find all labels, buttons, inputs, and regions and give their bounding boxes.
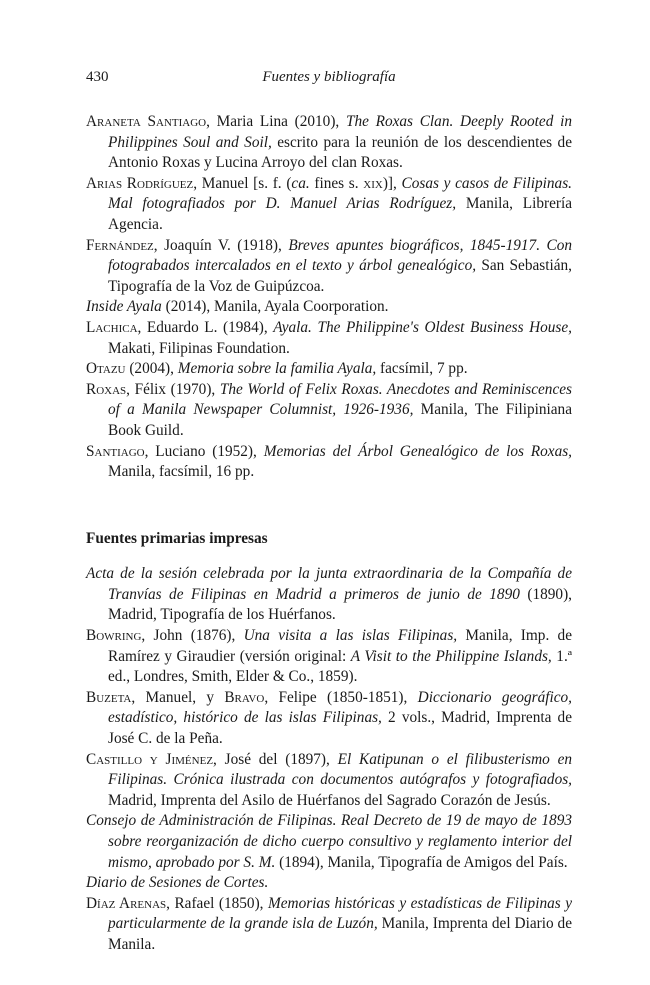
bibliography-entry-diario: Diario de Sesiones de Cortes.: [86, 874, 269, 892]
bibliography-entry-bowring: Bowring, John (1876), Una visita a las islas Filipinas, Manila, Imp. de Ramírez y Giraudier (versión original: A Visit to the Philippine Islands, 1.ª ed., Londres, Smith, Elder & Co., 1859).: [86, 627, 572, 686]
bibliography-entry-lachica: Lachica, Eduardo L. (1984), Ayala. The Philippine's Oldest Business House, Makati, Filipinas Foundation.: [86, 318, 572, 357]
bibliography-entry-acta: Acta de la sesión celebrada por la junta extraordinaria de la Compañía de Tranvías de Filipinas en Madrid a primeros de junio de 1890 (1890), Madrid, Tipografía de los Huérfanos.: [86, 565, 572, 624]
page-header: [86, 66, 572, 88]
bibliography-entry-roxas: Roxas, Félix (1970), The World of Felix Roxas. Anecdotes and Reminiscences of a Manila Newspaper Columnist, 1926-1936, Manila, The Filipiniana Book Guild.: [86, 380, 572, 439]
bibliography-entry-santiago: Santiago, Luciano (1952), Memorias del Árbol Genealógico de los Roxas, Manila, facsímil, 16 pp.: [86, 442, 572, 481]
bibliography: [86, 112, 572, 956]
bibliography-entry-castillo: Castillo y Jiménez, José del (1897), El Katipunan o el filibusterismo en Filipinas. Crónica ilustrada con documentos autógrafos y fotografiados, Madrid, Imprenta del Asilo de Huérfanos del Sagrado Corazón de Jesús.: [86, 750, 573, 809]
bibliography-entry-arias: Arias Rodríguez, Manuel [s. f. (ca. fines s. xix)], Cosas y casos de Filipinas. Mal fotografiados por D. Manuel Arias Rodríguez, Manila, Librería Agencia.: [86, 174, 572, 233]
bibliography-entry-consejo: Consejo de Administración de Filipinas. Real Decreto de 19 de mayo de 1893 sobre reorganización de dicho cuerpo consultivo y reglamento interior del mismo, aprobado por S. M. (1894), Manila, Tipografía de Amigos del País.: [86, 812, 572, 871]
page-number: 430: [86, 69, 109, 85]
bibliography-entry-diaz-arenas: Díaz Arenas, Rafael (1850), Memorias históricas y estadísticas de Filipinas y particularmente de la grande isla de Luzón, Manila, Imprenta del Diario de Manila.: [86, 894, 572, 953]
bibliography-entry-inside-ayala: Inside Ayala (2014), Manila, Ayala Coorporation.: [86, 298, 389, 316]
bibliography-entry-otazu: Otazu (2004), Memoria sobre la familia Ayala, facsímil, 7 pp.: [86, 360, 468, 378]
bibliography-entry-buzeta: Buzeta, Manuel, y Bravo, Felipe (1850-1851), Diccionario geográfico, estadístico, histórico de las islas Filipinas, 2 vols., Madrid, Imprenta de José C. de la Peña.: [86, 688, 572, 748]
running-title: Fuentes y bibliografía: [262, 69, 396, 85]
bibliography-entry-araneta: Araneta Santiago, Maria Lina (2010), The Roxas Clan. Deeply Rooted in Philippines Soul and Soil, escrito para la reunión de los descendientes de Antonio Roxas y Lucina Arroyo del clan Roxas.: [86, 113, 572, 172]
bibliography-entry-fernandez: Fernández, Joaquín V. (1918), Breves apuntes biográficos, 1845-1917. Con fotograbados intercalados en el texto y árbol genealógico, San Sebastián, Tipografía de la Voz de Guipúzcoa.: [86, 236, 573, 295]
section-heading: Fuentes primarias impresas: [86, 529, 268, 547]
